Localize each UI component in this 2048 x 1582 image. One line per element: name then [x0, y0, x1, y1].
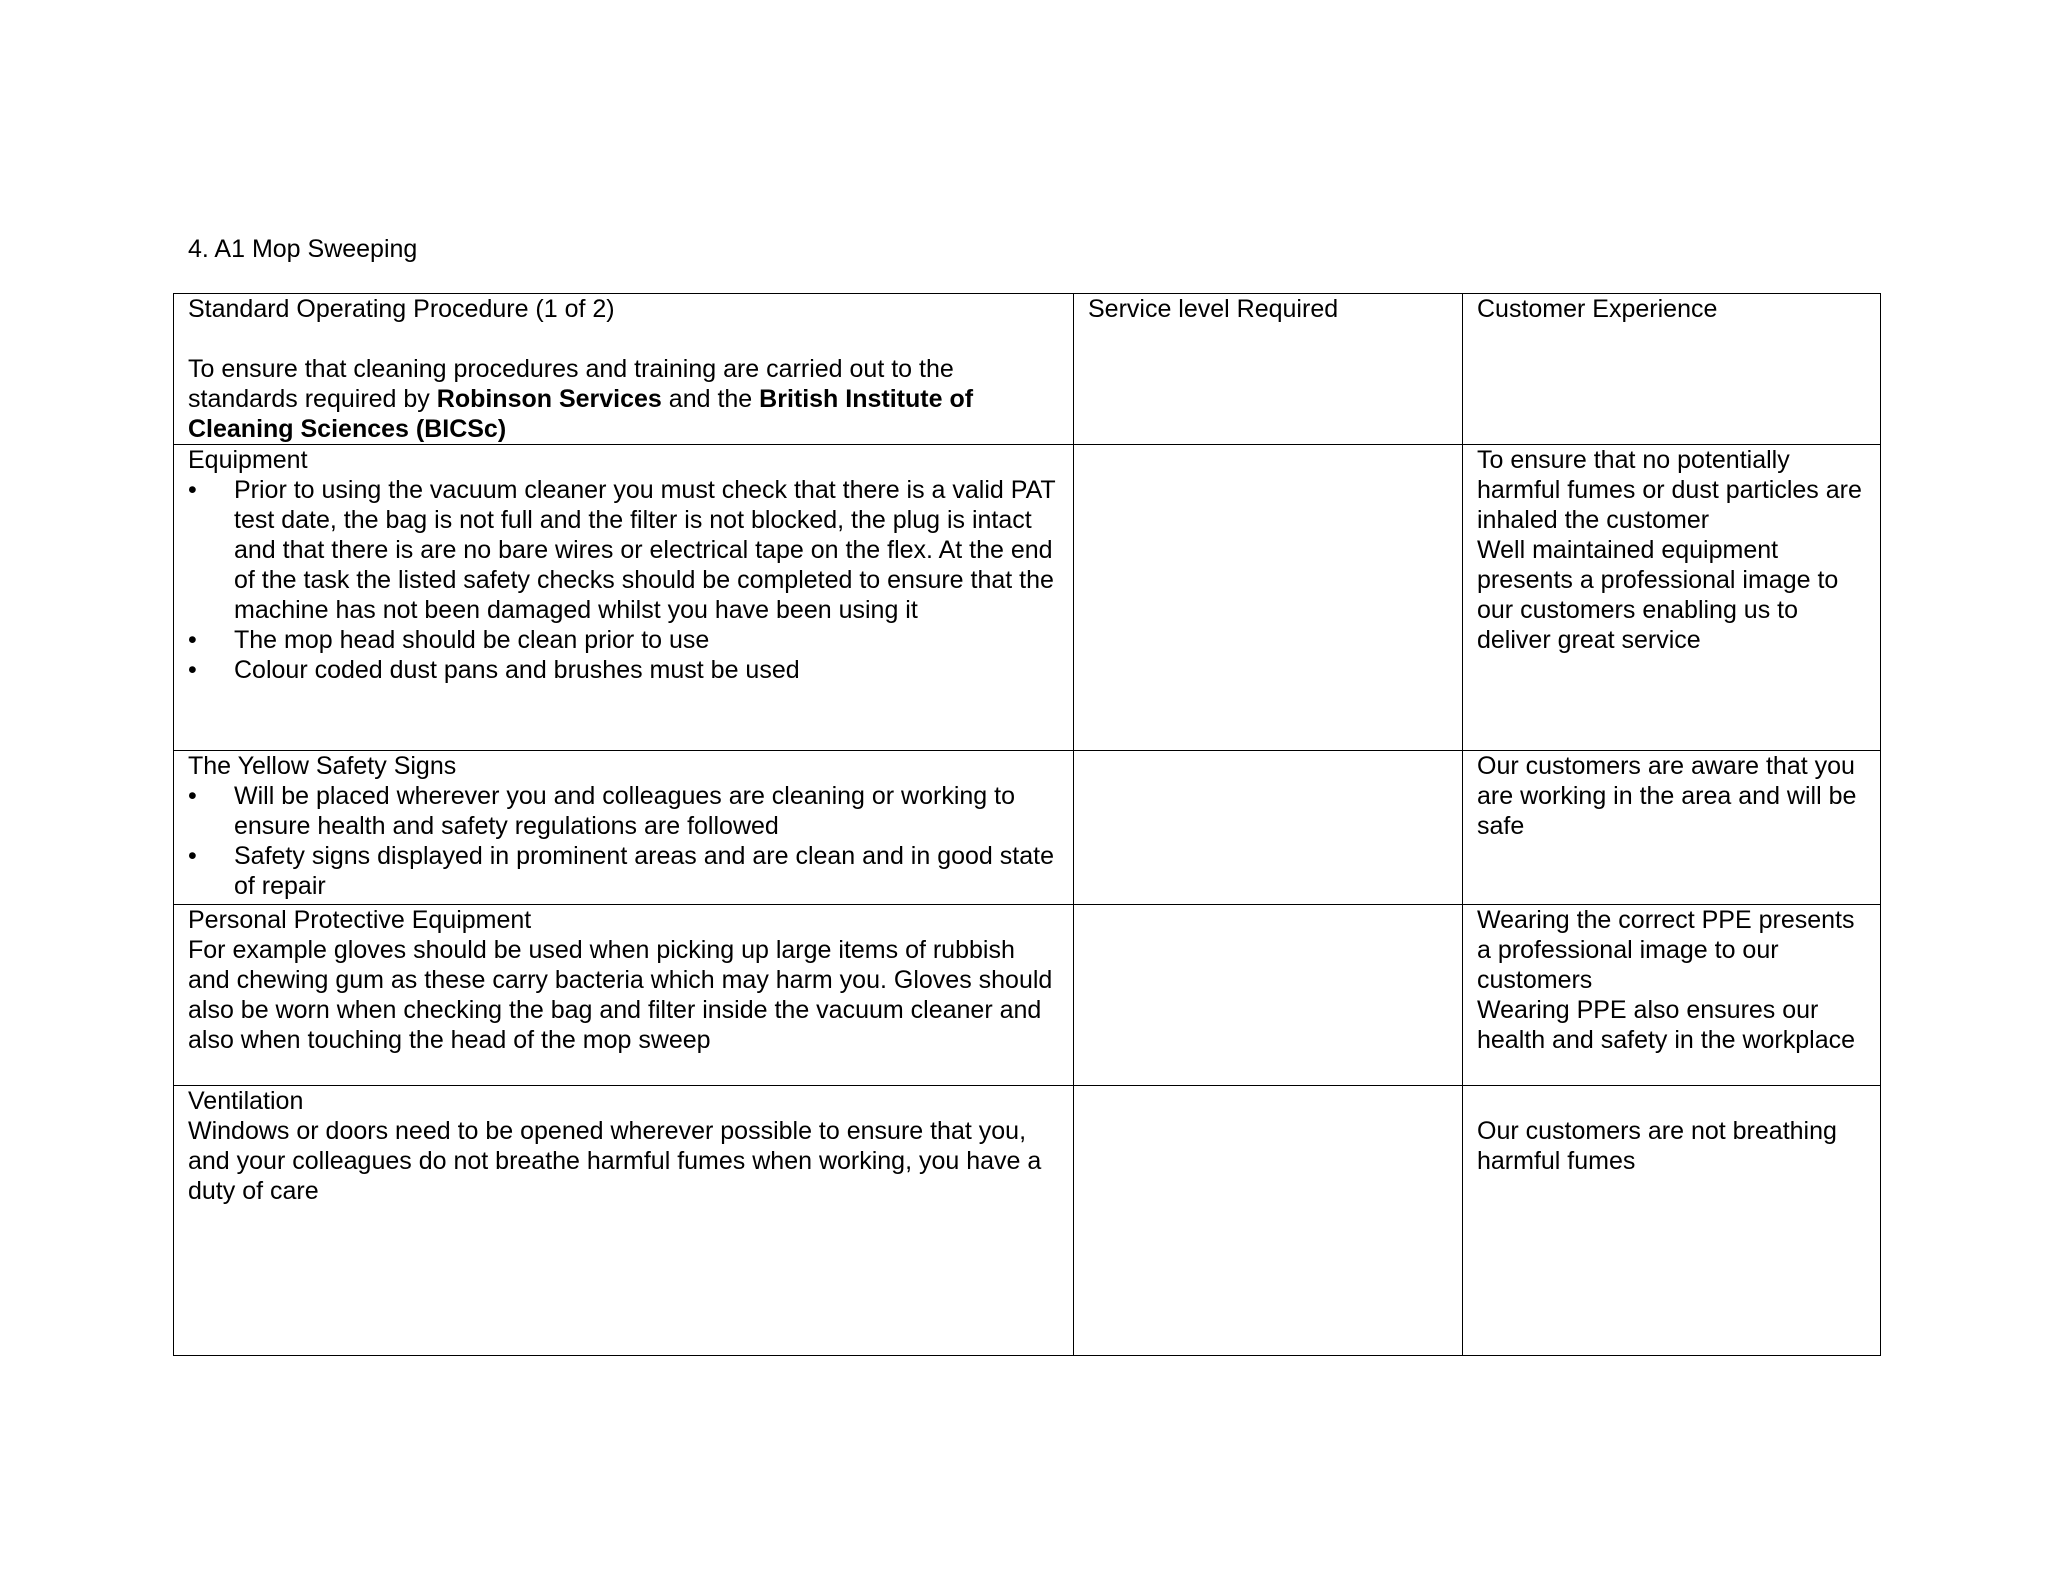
equipment-service-cell: [1074, 445, 1463, 751]
list-item: • Prior to using the vacuum cleaner you must check that there is a valid PAT test date, the bag is not full and the filter is not blocked, the plug is intact and that there is are no bare wires or electrical tape on the flex. At the end of the task the listed safety checks should be completed to ensure that the machine has not been damaged whilst you have been using it: [188, 475, 1059, 625]
list-item: • Will be placed wherever you and colleagues are cleaning or working to ensure health and safety regulations are followed: [188, 781, 1059, 841]
ppe-customer-cell: [1463, 905, 1881, 1086]
table-header-row: [174, 294, 1881, 445]
ventilation-service-cell: [1074, 1086, 1463, 1356]
list-item: • The mop head should be clean prior to use: [188, 625, 1059, 655]
ventilation-text: Windows or doors need to be opened wherever possible to ensure that you, and your colleagues do not breathe harmful fumes when working, you have a duty of care: [188, 1117, 1042, 1205]
list-item: • Colour coded dust pans and brushes must be used: [188, 655, 1059, 685]
list-item: • Safety signs displayed in prominent areas and are clean and in good state of repair: [188, 841, 1059, 901]
ventilation-customer-cell: [1463, 1086, 1881, 1356]
equipment-bullet-list: [188, 475, 1059, 685]
table-row-equipment: [174, 445, 1881, 751]
ventilation-procedure-cell: [174, 1086, 1074, 1356]
table-row-safety-signs: [174, 751, 1881, 905]
ppe-service-cell: [1074, 905, 1463, 1086]
intro-text-2: and the: [661, 385, 760, 413]
customer-experience-header: Customer Experience: [1463, 294, 1881, 445]
signs-procedure-cell: [174, 751, 1074, 905]
ppe-text: For example gloves should be used when picking up large items of rubbish and chewing gum as these carry bacteria which may harm you. Gloves should also be worn when checking the bag and filter inside the vacuum cleaner and also when touching the head of the mop sweep: [188, 936, 1053, 1054]
ventilation-customer-text: Our customers are not breathing harmful fumes: [1477, 1117, 1837, 1175]
ppe-title: Personal Protective Equipment: [188, 906, 532, 934]
procedure-intro: [188, 355, 973, 443]
signs-service-cell: [1074, 751, 1463, 905]
intro-bold-bicsc: British Institute of Cleaning Sciences (BICSc): [188, 385, 974, 443]
sop-table: [173, 293, 1881, 1356]
equipment-procedure-cell: [174, 445, 1074, 751]
procedure-title: Standard Operating Procedure (1 of 2): [188, 295, 615, 323]
equipment-customer-text-1: To ensure that no potentially harmful fumes or dust particles are inhaled the customer: [1477, 446, 1862, 534]
table-row-ppe: [174, 905, 1881, 1086]
ventilation-title: Ventilation: [188, 1087, 304, 1115]
signs-customer-cell: Our customers are aware that you are working in the area and will be safe: [1463, 751, 1881, 905]
intro-text-1: To ensure that cleaning procedures and training are carried out to the standards required by: [188, 355, 954, 413]
signs-bullet-list: [188, 781, 1059, 901]
service-level-header: Service level Required: [1074, 294, 1463, 445]
ppe-procedure-cell: [174, 905, 1074, 1086]
ppe-customer-text-2: Wearing PPE also ensures our health and safety in the workplace: [1477, 996, 1856, 1054]
equipment-customer-text-2: Well maintained equipment presents a professional image to our customers enabling us to deliver great service: [1477, 536, 1839, 654]
procedure-header-cell: [174, 294, 1074, 445]
equipment-customer-cell: [1463, 445, 1881, 751]
section-title: 4. A1 Mop Sweeping: [188, 235, 418, 263]
table-row-ventilation: [174, 1086, 1881, 1356]
ppe-customer-text-1: Wearing the correct PPE presents a professional image to our customers: [1477, 906, 1855, 994]
signs-title: The Yellow Safety Signs: [188, 752, 457, 780]
equipment-title: Equipment: [188, 446, 308, 474]
intro-bold-robinson: Robinson Services: [436, 385, 662, 413]
